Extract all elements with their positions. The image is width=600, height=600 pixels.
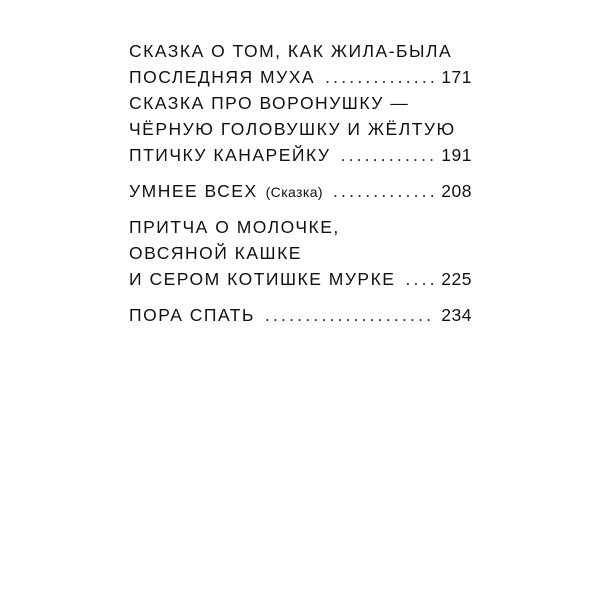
toc-entry-final-line <box>129 142 472 168</box>
toc-entry <box>129 214 472 292</box>
dot-leader <box>333 178 435 204</box>
toc-entry-title-text: ПОРА СПАТЬ <box>129 305 255 325</box>
toc-entry-title-text: СКАЗКА О ТОМ, КАК ЖИЛА-БЫЛА <box>129 41 453 61</box>
dot-leader <box>341 142 436 168</box>
toc-page-number: 191 <box>441 145 472 165</box>
toc-page-number: 171 <box>441 67 472 87</box>
dot-leader <box>405 266 435 292</box>
toc-entry-title-text: ПРИТЧА О МОЛОЧКЕ, <box>129 217 340 237</box>
toc-entry-title-line <box>129 116 472 142</box>
toc-entry-title-text: УМНЕЕ ВСЕХ <box>129 181 258 201</box>
toc-entry-title-text: СКАЗКА ПРО ВОРОНУШКУ — <box>129 93 410 113</box>
entry-spacer <box>129 168 472 178</box>
toc-entry-title-text: ПОСЛЕДНЯЯ МУХА <box>129 67 316 87</box>
toc-page-number: 208 <box>441 181 472 201</box>
toc-entry-final-line <box>129 302 472 328</box>
toc-entry-final-line <box>129 266 472 292</box>
toc-entry-title-text: ЧЁРНУЮ ГОЛОВУШКУ И ЖЁЛТУЮ <box>129 119 456 139</box>
toc-entry-title-line <box>129 38 472 64</box>
entry-spacer <box>129 204 472 214</box>
toc-entry-final-line <box>129 178 472 204</box>
toc-entry <box>129 38 472 90</box>
toc-entry <box>129 178 472 204</box>
dot-leader <box>325 64 435 90</box>
toc-entry <box>129 302 472 328</box>
toc-entry-title-text: ПТИЧКУ КАНАРЕЙКУ <box>129 145 331 165</box>
toc-entry-final-line <box>129 64 472 90</box>
toc-page-number: 225 <box>441 269 472 289</box>
toc-entry-title-text: И СЕРОМ КОТИШКЕ МУРКЕ <box>129 269 396 289</box>
toc-page-number: 234 <box>441 305 472 325</box>
toc-entry-note: (Сказка) <box>265 184 323 200</box>
toc-entry <box>129 90 472 168</box>
dot-leader <box>265 302 435 328</box>
toc-entry-title-line <box>129 90 472 116</box>
table-of-contents <box>129 38 472 328</box>
toc-entry-title-line <box>129 214 472 240</box>
toc-entry-title-line <box>129 240 472 266</box>
entry-spacer <box>129 292 472 302</box>
toc-entry-title-text: ОВСЯНОЙ КАШКЕ <box>129 243 302 263</box>
